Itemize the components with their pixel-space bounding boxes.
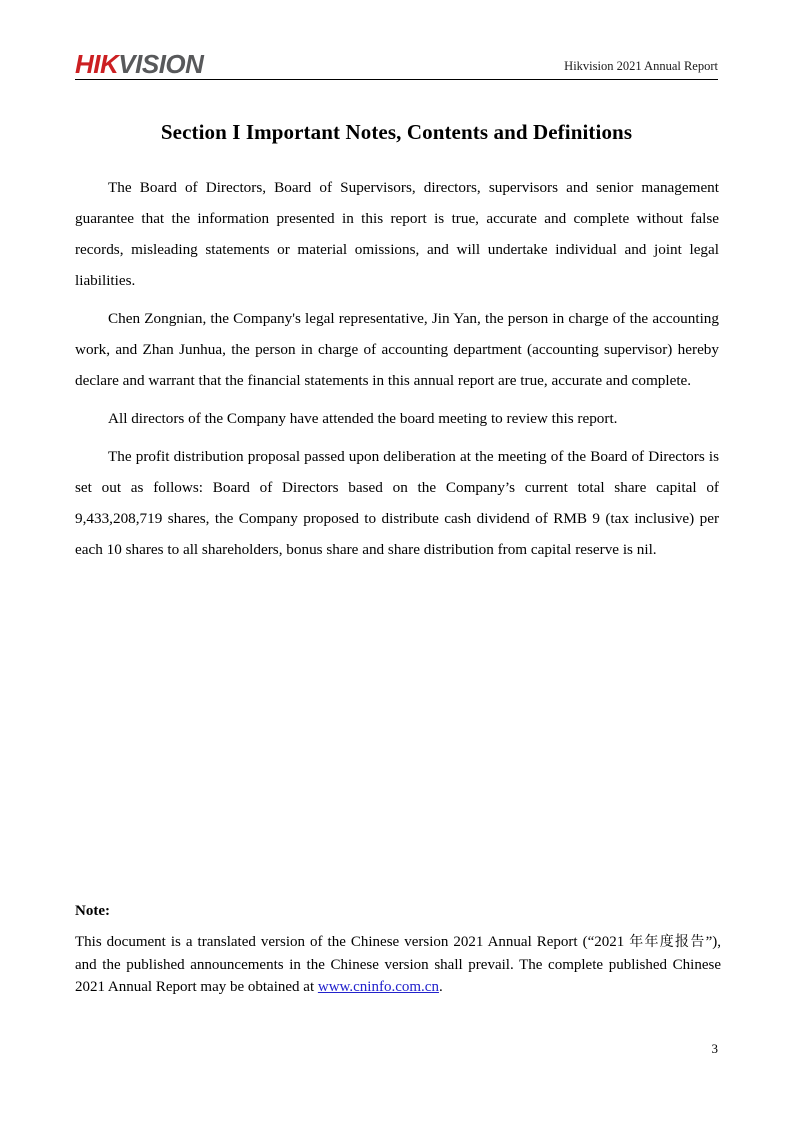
note-section (75, 903, 721, 999)
body-paragraph: Chen Zongnian, the Company's legal representative, Jin Yan, the person in charge of the accounting work, and Zhan Junhua, the person in charge of accounting department (accounting supervisor) hereby declare and warrant that the financial statements in this annual report are true, accurate and complete. (75, 310, 719, 389)
body-paragraph: All directors of the Company have attended the board meeting to review this report. (108, 410, 618, 427)
note-body (75, 931, 721, 999)
body-paragraph: The Board of Directors, Board of Supervisors, directors, supervisors and senior management guarantee that the information presented in this report is true, accurate and complete without false records, misleading statements or material omissions, and will undertake individual and joint legal liabilities. (75, 179, 719, 289)
page-number: 3 (711, 1041, 718, 1056)
note-text-part-1: This document is a translated version of the Chinese version 2021 Annual Report (“2021 (75, 934, 630, 950)
document-body (75, 172, 719, 565)
hikvision-logo (75, 51, 203, 77)
logo-text-vision: VISION (118, 49, 204, 79)
cninfo-link[interactable]: www.cninfo.com.cn (317, 979, 439, 995)
note-text-part-2: ”), and the published announcements in the Chinese version shall prevail. The complete published Chinese 2021 Annual Report may be obtained at (75, 934, 721, 995)
note-text-part-3: . (438, 979, 443, 995)
running-header-title: Hikvision 2021 Annual Report (564, 59, 718, 73)
page-title: Section I Important Notes, Contents and Definitions (160, 120, 633, 145)
page-header (75, 44, 718, 80)
note-heading: Note: (75, 903, 110, 919)
note-chinese-title: 年年度报告 (629, 934, 706, 950)
body-paragraph: The profit distribution proposal passed upon deliberation at the meeting of the Board of Directors is set out as follows: Board of Directors based on the Company’s current total share capital of 9,433,208,719 shares, the Company proposed to distribute cash dividend of RMB 9 (tax inclusive) per each 10 shares to all shareholders, bonus share and share distribution from capital reserve is nil. (75, 448, 719, 558)
logo-text-hik: HIK (75, 49, 119, 79)
